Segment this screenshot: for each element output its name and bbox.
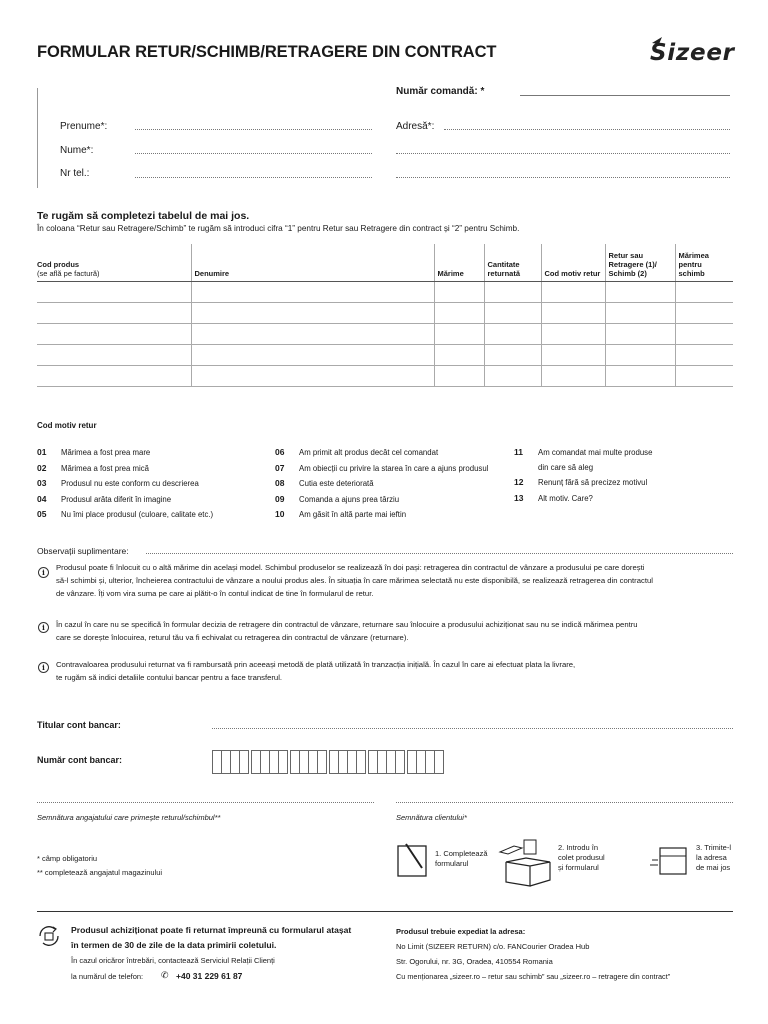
employee-signature-label: Semnătura angajatului care primește returul/schimbul**	[37, 813, 221, 822]
reasons-col-1	[37, 445, 213, 523]
last-name-label: Nume*:	[60, 145, 94, 156]
page-title: FORMULAR RETUR/SCHIMB/RETRAGERE DIN CONTRACT	[37, 43, 497, 61]
table-cell[interactable]	[37, 323, 191, 344]
table-cell[interactable]	[541, 344, 605, 365]
sizeer-logo	[646, 34, 736, 64]
package-box-icon	[496, 838, 554, 888]
step-2: 2. Introdu în colet produsul și formularul	[558, 843, 605, 872]
table-cell[interactable]	[484, 302, 541, 323]
table-row	[37, 281, 733, 302]
footer-contact-text: În cazul oricăror întrebări, contactează Serviciul Relații Clienți	[71, 956, 275, 965]
table-cell[interactable]	[541, 281, 605, 302]
info-icon: i	[38, 622, 49, 633]
return-box-icon	[37, 924, 61, 948]
table-row	[37, 302, 733, 323]
ship-address-2: Str. Ogorului, nr. 3G, Oradea, 410554 Romania	[396, 957, 553, 966]
first-name-field[interactable]	[135, 129, 372, 130]
table-cell[interactable]	[484, 365, 541, 386]
footer-return-info: Produsul achiziționat poate fi returnat împreună cu formularul atașat	[71, 925, 352, 935]
table-row	[37, 344, 733, 365]
phone-label: Nr tel.:	[60, 168, 90, 179]
iban-group	[329, 750, 365, 774]
observations-field[interactable]	[146, 553, 733, 554]
reason-item: 13 Alt motiv. Care?	[514, 492, 593, 503]
bank-number-boxes[interactable]	[212, 750, 446, 774]
iban-group	[407, 750, 443, 774]
iban-digit-box[interactable]	[356, 750, 366, 774]
table-cell[interactable]	[541, 302, 605, 323]
ship-address-1: No Limit (SIZEER RETURN) c/o. FANCourier Oradea Hub	[396, 942, 590, 951]
table-cell[interactable]	[191, 365, 434, 386]
reasons-col-2	[275, 445, 488, 523]
iban-digit-box[interactable]	[278, 750, 288, 774]
iban-group	[251, 750, 287, 774]
reason-item: din care să aleg	[538, 462, 594, 472]
phone-icon: ✆	[161, 970, 169, 980]
reason-item: 05 Nu îmi place produsul (culoare, calitate etc.)	[37, 509, 214, 520]
table-cell[interactable]	[434, 302, 484, 323]
col-header-name: Denumire	[191, 244, 434, 281]
ship-mention: Cu menționarea „sizeer.ro – retur sau schimb” sau „sizeer.ro – retragere din contract”	[396, 972, 671, 981]
table-cell[interactable]	[191, 281, 434, 302]
note-exchange: Produsul poate fi înlocuit cu o altă mărime din același model. Schimbul produselor se realizează în doi pași: retragerea din contractul de vânzare a produsului pe care dorești să-l schimbi și, ulterior, încheierea contractului de vânzare a noului produs ales. În situația în care mărimea selectată nu este disponibilă, se realizează retragerea din contractul de vânzare. Îți vom vira suma pe care ai plătit-o în contul indicat de tine în formularul de retur.	[56, 563, 653, 598]
table-cell[interactable]	[675, 302, 733, 323]
shipping-box-icon	[650, 840, 690, 880]
table-cell[interactable]	[541, 365, 605, 386]
footer-phone-number[interactable]: +40 31 229 61 87	[176, 971, 243, 981]
table-cell[interactable]	[484, 323, 541, 344]
form-left-border	[37, 88, 38, 188]
reason-item: 06 Am primit alt produs decât cel comandat	[275, 447, 439, 457]
address-field-3[interactable]	[396, 177, 730, 178]
table-row	[37, 323, 733, 344]
ship-heading: Produsul trebuie expediat la adresa:	[396, 927, 526, 936]
instructions-text: În coloana “Retur sau Retragere/Schimb” te rugăm să introduci cifra “1” pentru Retur sau Retragere din contract și “2” pentru Schimb.	[37, 224, 520, 233]
iban-digit-box[interactable]	[434, 750, 444, 774]
col-header-qty: Cantitate returnată	[484, 244, 541, 281]
client-signature-label: Semnătura clientului*	[396, 813, 467, 822]
note-refund: Contravaloarea produsului returnat va fi rambursată prin aceeași metodă de plată utilizată în tranzacția inițială. În cazul în care ai efectuat plata la livrare, te rugăm să indici detaliile contului bancar pentru a face transferul.	[56, 660, 576, 682]
step-1: 1. Completează formularul	[435, 849, 488, 868]
footer-divider	[37, 911, 733, 912]
col-header-newsize: Mărimea pentru schimb	[675, 244, 733, 281]
table-cell[interactable]	[191, 323, 434, 344]
product-table	[37, 244, 733, 387]
table-cell[interactable]	[675, 281, 733, 302]
table-cell[interactable]	[605, 281, 675, 302]
table-cell[interactable]	[605, 365, 675, 386]
reasons-heading: Cod motiv retur	[37, 421, 97, 430]
table-cell[interactable]	[434, 344, 484, 365]
reason-item: 03 Produsul nu este conform cu descrierea	[37, 478, 199, 489]
bank-holder-field[interactable]	[212, 728, 733, 729]
table-cell[interactable]	[484, 281, 541, 302]
reason-item: 02 Mărimea a fost prea mică	[37, 462, 149, 473]
table-cell[interactable]	[675, 365, 733, 386]
observations-label: Observații suplimentare:	[37, 546, 129, 556]
table-cell[interactable]	[675, 344, 733, 365]
col-header-type: Retur sau Retragere (1)/ Schimb (2)	[605, 244, 675, 281]
phone-field[interactable]	[135, 177, 372, 178]
col-header-code: Cod produs (se află pe factură)	[37, 244, 191, 281]
table-cell[interactable]	[605, 344, 675, 365]
client-signature-field[interactable]	[396, 802, 733, 803]
instructions-heading: Te rugăm să completezi tabelul de mai jos.	[37, 210, 250, 222]
table-cell[interactable]	[434, 323, 484, 344]
info-icon: i	[38, 567, 49, 578]
reason-item: 10 Am găsit în altă parte mai ieftin	[275, 509, 407, 520]
table-header-row	[37, 244, 733, 281]
table-cell[interactable]	[37, 344, 191, 365]
reason-item: 01 Mărimea a fost prea mare	[37, 447, 151, 457]
col-header-size: Mărime	[434, 244, 484, 281]
address-label: Adresă*:	[396, 121, 435, 132]
note-default-return: În cazul în care nu se specifică în formular decizia de retragere din contractul de vânzare, returnare sau înlocuire a produsului achiziționat sau nu se indică mărimea pentru care se dorește înlocuirea, returul tău va fi echivalat cu retragerea din contractul de vânzare (returnare).	[56, 620, 638, 642]
iban-digit-box[interactable]	[317, 750, 327, 774]
footnote-required: * câmp obligatoriu	[37, 854, 98, 863]
address-field-1[interactable]	[444, 129, 730, 130]
footer-return-deadline: în termen de 30 de zile de la data primirii coletului.	[71, 940, 277, 950]
table-cell[interactable]	[37, 365, 191, 386]
address-field-2[interactable]	[396, 153, 730, 154]
table-cell[interactable]	[541, 323, 605, 344]
reason-item: 04 Produsul arăta diferit în imagine	[37, 493, 172, 504]
order-number-label: Număr comandă: *	[396, 86, 485, 97]
table-cell[interactable]	[37, 281, 191, 302]
reasons-col-3	[514, 445, 652, 506]
reason-item: 12 Renunț fără să precizez motivul	[514, 477, 648, 488]
last-name-field[interactable]	[135, 153, 372, 154]
iban-group	[290, 750, 326, 774]
first-name-label: Prenume*:	[60, 121, 108, 132]
reason-item: 08 Cutia este deteriorată	[275, 478, 374, 489]
bank-holder-label: Titular cont bancar:	[37, 720, 121, 730]
table-cell[interactable]	[191, 302, 434, 323]
employee-signature-field[interactable]	[37, 802, 374, 803]
table-cell[interactable]	[37, 302, 191, 323]
reason-item: 07 Am obiecții cu privire la starea în care a ajuns produsul	[275, 462, 489, 473]
table-cell[interactable]	[675, 323, 733, 344]
footer-phone-label: la numărul de telefon:	[71, 972, 144, 981]
table-cell[interactable]	[605, 323, 675, 344]
svg-text:Sizeer: Sizeer	[650, 40, 734, 64]
iban-digit-box[interactable]	[395, 750, 405, 774]
step-3: 3. Trimite-l la adresa de mai jos	[696, 843, 732, 872]
footnote-store: ** completează angajatul magazinului	[37, 868, 163, 877]
col-header-reason: Cod motiv retur	[541, 244, 605, 281]
table-cell[interactable]	[605, 302, 675, 323]
table-row	[37, 365, 733, 386]
form-pen-icon	[396, 840, 434, 878]
reason-item: 09 Comanda a ajuns prea târziu	[275, 493, 400, 504]
table-cell[interactable]	[434, 365, 484, 386]
table-cell[interactable]	[191, 344, 434, 365]
info-icon: i	[38, 662, 49, 673]
iban-group	[368, 750, 404, 774]
iban-digit-box[interactable]	[239, 750, 249, 774]
reason-item: 11 Am comandat mai multe produse	[514, 447, 653, 457]
table-cell[interactable]	[484, 344, 541, 365]
iban-group	[212, 750, 248, 774]
table-cell[interactable]	[434, 281, 484, 302]
order-number-field[interactable]	[520, 95, 730, 96]
bank-number-label: Număr cont bancar:	[37, 755, 123, 765]
